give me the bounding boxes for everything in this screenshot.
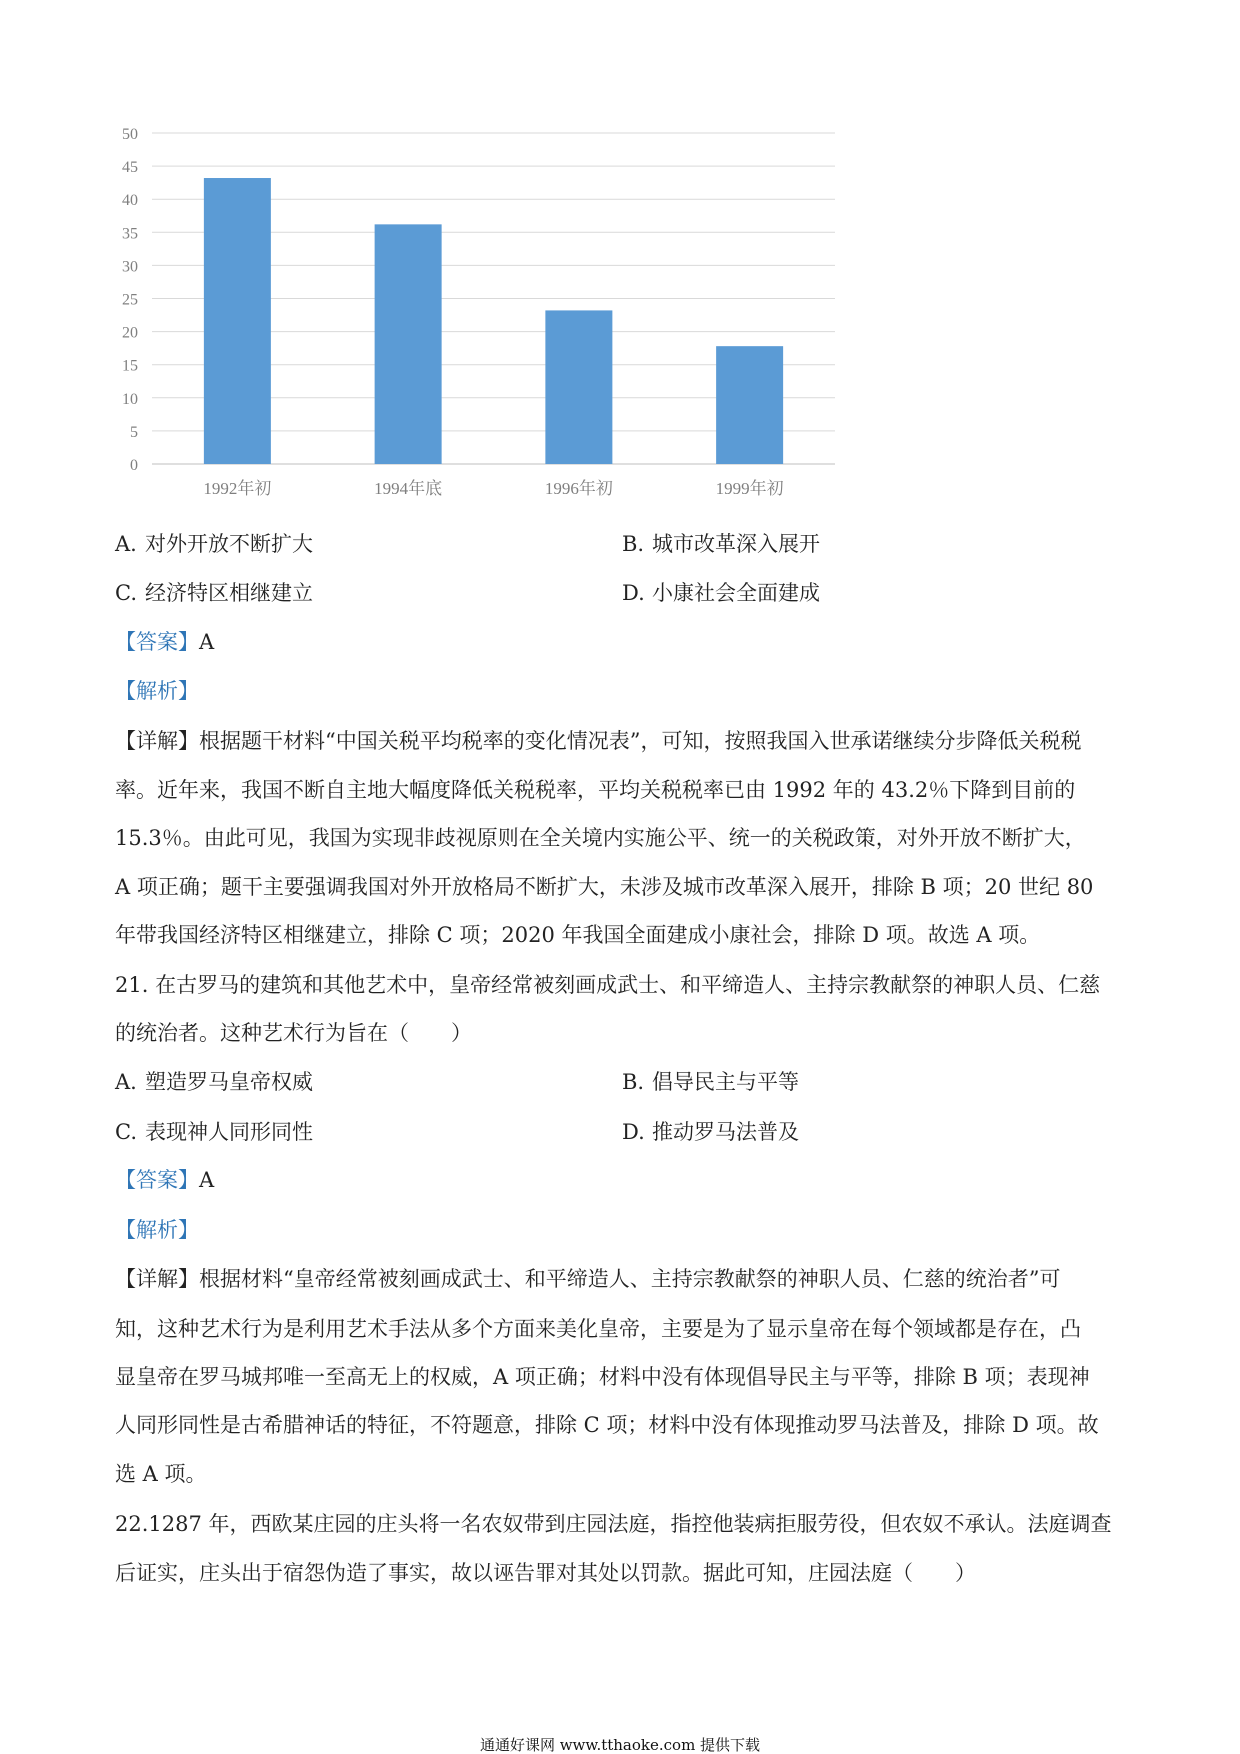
q21-option-c-label: C. bbox=[115, 1120, 137, 1144]
y-tick-label: 15 bbox=[122, 357, 138, 375]
q20-detail-line-2: 率。近年来，我国不断自主地大幅度降低关税税率，平均关税税率已由 1992 年的 43.2％下降到目前的 bbox=[115, 778, 1076, 802]
q20-answer-value: A bbox=[199, 630, 215, 654]
q21-option-d-label: D. bbox=[622, 1120, 645, 1144]
q20-detail-tag: 【详解】 bbox=[115, 729, 199, 753]
q21-option-c bbox=[115, 1117, 313, 1147]
q20-option-d bbox=[622, 578, 820, 608]
q21-stem-line-2: 的统治者。这种艺术行为旨在（ ） bbox=[115, 1021, 472, 1045]
q20-option-c-text: 经济特区相继建立 bbox=[145, 581, 313, 605]
q21-detail-line-3: 显皇帝在罗马城邦唯一至高无上的权威，A 项正确；材料中没有体现倡导民主与平等，排除 B 项；表现神 bbox=[115, 1365, 1090, 1389]
q20-answer-tag: 【答案】 bbox=[115, 630, 199, 654]
q22-stem-line-1: 22.1287 年，西欧某庄园的庄头将一名农奴带到庄园法庭，指控他装病拒服劳役，但农奴不承认。法庭调查 bbox=[115, 1512, 1112, 1536]
q22-stem-line-2: 后证实，庄头出于宿怨伪造了事实，故以诬告罪对其处以罚款。据此可知，庄园法庭（ ） bbox=[115, 1561, 976, 1585]
q20-detail-line-4: A 项正确；题干主要强调我国对外开放格局不断扩大，未涉及城市改革深入展开，排除 B 项；20 世纪 80 bbox=[115, 875, 1094, 899]
q20-option-a bbox=[115, 529, 313, 559]
q21-detail-line-4: 人同形同性是古希腊神话的特征，不符题意，排除 C 项；材料中没有体现推动罗马法普及，排除 D 项。故 bbox=[115, 1413, 1099, 1437]
q20-detail-line-5: 年带我国经济特区相继建立，排除 C 项；2020 年我国全面建成小康社会，排除 D 项。故选 A 项。 bbox=[115, 923, 1041, 947]
q21-analysis-tag: 【解析】 bbox=[115, 1218, 199, 1242]
y-tick-label: 5 bbox=[130, 423, 138, 441]
q20-detail-text-1: 根据题干材料“中国关税平均税率的变化情况表”，可知，按照我国入世承诺继续分步降低关税税 bbox=[199, 729, 1082, 753]
q21-detail-tag: 【详解】 bbox=[115, 1267, 199, 1291]
q21-option-c-text: 表现神人同形同性 bbox=[145, 1120, 313, 1144]
q21-option-d bbox=[622, 1117, 799, 1147]
q20-detail-line-1 bbox=[115, 726, 1135, 756]
q21-option-b-label: B. bbox=[622, 1070, 645, 1094]
q20-option-c bbox=[115, 578, 313, 608]
tariff-bar-chart bbox=[0, 0, 880, 510]
bar bbox=[716, 346, 783, 464]
x-tick-label: 1996年初 bbox=[544, 479, 613, 498]
q20-option-b-label: B. bbox=[622, 532, 645, 556]
y-tick-label: 35 bbox=[122, 225, 138, 243]
bar bbox=[375, 224, 442, 464]
q20-option-b bbox=[622, 529, 820, 559]
y-tick-label: 10 bbox=[122, 390, 138, 408]
q21-detail-line-2: 知，这种艺术行为是利用艺术手法从多个方面来美化皇帝，主要是为了显示皇帝在每个领域都是存在，凸 bbox=[115, 1317, 1081, 1341]
q21-option-b-text: 倡导民主与平等 bbox=[652, 1070, 799, 1094]
q21-option-a-text: 塑造罗马皇帝权威 bbox=[145, 1070, 313, 1094]
y-tick-label: 25 bbox=[122, 291, 138, 309]
q21-detail-line-1 bbox=[115, 1264, 1135, 1294]
y-tick-label: 0 bbox=[130, 457, 138, 474]
q20-option-b-text: 城市改革深入展开 bbox=[652, 532, 820, 556]
q20-option-a-text: 对外开放不断扩大 bbox=[145, 532, 313, 556]
q21-stem-line-1: 21. 在古罗马的建筑和其他艺术中，皇帝经常被刻画成武士、和平缔造人、主持宗教献祭的神职人员、仁慈 bbox=[115, 973, 1101, 997]
x-tick-label: 1999年初 bbox=[715, 479, 784, 498]
bar bbox=[204, 178, 271, 464]
bar bbox=[545, 310, 612, 464]
q21-answer bbox=[115, 1165, 1135, 1195]
q21-detail-line-5: 选 A 项。 bbox=[115, 1462, 207, 1486]
y-tick-label: 20 bbox=[122, 324, 138, 342]
q20-analysis-tag: 【解析】 bbox=[115, 679, 199, 703]
q21-detail-text-1: 根据材料“皇帝经常被刻画成武士、和平缔造人、主持宗教献祭的神职人员、仁慈的统治者”可 bbox=[199, 1267, 1061, 1291]
q21-option-b bbox=[622, 1067, 799, 1097]
q20-option-a-label: A. bbox=[115, 532, 137, 556]
x-tick-label: 1994年底 bbox=[374, 479, 443, 498]
q21-answer-tag: 【答案】 bbox=[115, 1168, 199, 1192]
q21-option-d-text: 推动罗马法普及 bbox=[652, 1120, 799, 1144]
q20-option-d-label: D. bbox=[622, 581, 645, 605]
y-tick-label: 45 bbox=[122, 159, 138, 177]
y-tick-label: 50 bbox=[122, 126, 138, 143]
page-footer: 通通好课网 www.tthaoke.com 提供下载 bbox=[479, 1736, 761, 1754]
y-tick-label: 40 bbox=[122, 192, 138, 210]
y-tick-label: 30 bbox=[122, 258, 138, 276]
x-tick-label: 1992年初 bbox=[203, 479, 272, 498]
q20-answer bbox=[115, 627, 1135, 657]
q20-option-d-text: 小康社会全面建成 bbox=[652, 581, 820, 605]
q21-option-a bbox=[115, 1067, 313, 1097]
q21-option-a-label: A. bbox=[115, 1070, 137, 1094]
q21-answer-value: A bbox=[199, 1168, 215, 1192]
q20-detail-line-3: 15.3％。由此可见，我国为实现非歧视原则在全关境内实施公平、统一的关税政策，对外开放不断扩大， bbox=[115, 826, 1086, 850]
q20-option-c-label: C. bbox=[115, 581, 137, 605]
